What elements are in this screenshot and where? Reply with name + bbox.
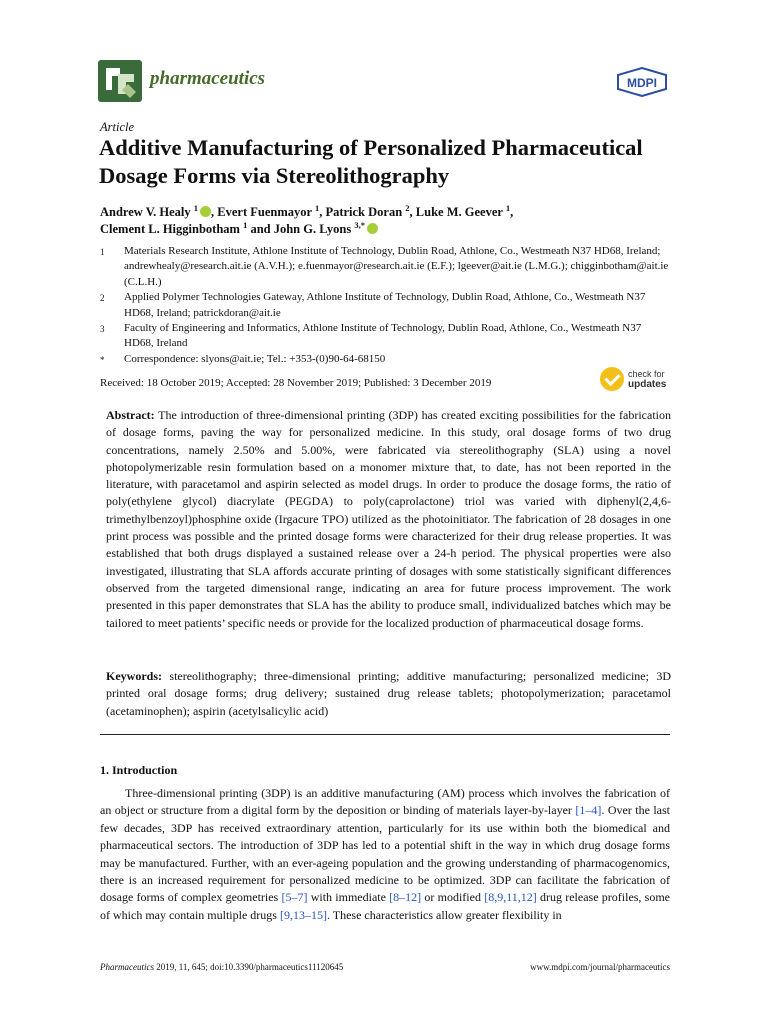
author-separator: and <box>247 222 274 236</box>
author-line-1 <box>100 204 680 221</box>
article-type: Article <box>100 120 135 134</box>
abstract-label: Abstract: <box>106 408 155 422</box>
abstract <box>106 407 671 632</box>
author-separator: , <box>409 205 416 219</box>
citation-link[interactable]: [5–7] <box>281 890 308 905</box>
mdpi-logo-icon <box>616 67 668 97</box>
affiliation-text: Faculty of Engineering and Informatics, Athlone Institute of Technology, Dublin Road, Athlone, Co., Westmeath N37 HD68, Ireland <box>124 322 642 350</box>
author-separator: , <box>211 205 218 219</box>
keywords <box>106 668 671 720</box>
author-name[interactable]: Evert Fuenmayor <box>217 205 315 219</box>
intro-text: drug release profiles, some of which may contain multiple drugs <box>100 890 671 922</box>
citation-link[interactable]: [9,13–15] <box>279 907 327 922</box>
intro-text: or modified <box>421 890 485 905</box>
journal-logo-icon <box>98 60 142 102</box>
check-updates-label <box>628 369 666 390</box>
journal-name: pharmaceutics <box>150 68 266 89</box>
section-divider <box>100 734 670 735</box>
author-list <box>100 204 680 238</box>
affiliation-text: Materials Research Institute, Athlone Institute of Technology, Dublin Road, Athlone, Co., Westmeath N37 HD68, Ireland; andrewhealy@research.ait.ie (A.V.H.); e.fuenmayor@research.ait.ie (E.F.); lgeever@ait.ie (L.M.G.); chigginbotham@ait.ie (C.L.H.) <box>124 245 669 288</box>
introduction-body <box>100 785 670 924</box>
check-updates-line1: check for <box>628 369 665 379</box>
affiliation-text: Applied Polymer Technologies Gateway, Athlone Institute of Technology, Dublin Road, Athlone, Co., Westmeath N37 HD68, Ireland; patrickdoran@ait.ie <box>124 291 646 319</box>
intro-text: Three-dimensional printing (3DP) is an additive manufacturing (AM) process which involves the fabrication of an object or structure from a digital form by the deposition or binding of materials layer-by-layer <box>100 786 670 818</box>
publication-dates: Received: 18 October 2019; Accepted: 28 November 2019; Published: 3 December 2019 <box>100 377 492 389</box>
affiliation-number: 2 <box>100 293 105 304</box>
author-affiliation-marker: 1 <box>243 219 248 230</box>
affiliation-number: 1 <box>100 247 105 257</box>
author-affiliation-marker: 2 <box>405 202 410 213</box>
footer-url[interactable]: www.mdpi.com/journal/pharmaceutics <box>530 962 670 972</box>
keywords-text: stereolithography; three-dimensional printing; additive manufacturing; personalized medicine; 3D printed oral dosage forms; drug delivery; sustained drug release tablets; photopolymerization; paracetamol (acetaminophen); aspirin (acetylsalicylic acid) <box>106 669 672 718</box>
author-name[interactable]: Andrew V. Healy <box>100 205 194 219</box>
article-title: Additive Manufacturing of Personalized Pharmaceutical Dosage Forms via Stereolithography <box>99 135 643 188</box>
author-line-2 <box>100 221 680 238</box>
footer-journal: Pharmaceutics <box>100 962 154 972</box>
author-name[interactable]: Clement L. Higginbotham <box>100 222 244 236</box>
author-separator: , <box>510 205 514 219</box>
introduction-paragraph <box>100 785 670 924</box>
intro-text: with immediate <box>307 890 390 905</box>
citation-link[interactable]: [8–12] <box>389 890 422 905</box>
author-name[interactable]: John G. Lyons <box>273 222 355 236</box>
affiliation-text: Correspondence: slyons@ait.ie; Tel.: +353-(0)90-64-68150 <box>124 352 386 365</box>
intro-text: . These characteristics allow greater flexibility in <box>326 907 562 922</box>
affiliation-list <box>100 244 670 368</box>
footer-doi: 2019, 11, 645; doi:10.3390/pharmaceutics11120645 <box>154 962 344 972</box>
intro-text: . Over the last few decades, 3DP has received extraordinary attention, particularly for its use within both the biomedical and pharmaceutical sectors. The introduction of 3DP has led to a potential shift in the way in which drug dosage forms may be manufactured. Further, with an ever-ageing population and the growing understanding of pharmacogenomics, there is an increased requirement for personalized medicine to be optimized. 3DP can facilitate the fabrication of dosage forms of complex geometries <box>100 803 671 905</box>
check-for-updates-badge[interactable] <box>600 366 672 394</box>
citation-link[interactable]: [8,9,11,12] <box>484 890 537 905</box>
author-affiliation-marker: 1 <box>314 202 320 213</box>
affiliation-item <box>100 244 670 290</box>
keywords-label: Keywords: <box>106 669 162 683</box>
author-name[interactable]: Luke M. Geever <box>415 205 506 219</box>
citation-link[interactable]: [1–4] <box>575 803 602 818</box>
author-affiliation-marker: 1 <box>193 202 199 213</box>
abstract-text: The introduction of three-dimensional printing (3DP) has created exciting possibilities for the fabrication of dosage forms, paving the way for personalized medicine. In this study, oral dosage forms of two drug concentrations, namely 2.50% and 5.00%, were fabricated via stereolithography (SLA) using a novel photopolymerizable resin formulation based on a monomer mixture that, to date, has not been reported in the literature, with paracetamol and aspirin selected as model drugs. In order to produce the dosage forms, the ratio of poly(ethylene glycol) diacrylate (PEGDA) to poly(caprolactone) triol was varied with diphenyl(2,4,6-trimethylbenzoyl)phosphine oxide (Irgacure TPO) utilized as the photoinitiator. The fabrication of 28 dosages in one print process was possible and the printed dosage forms were characterized for their drug release properties. It was established that both drugs displayed a sustained release over a 24-h period. The physical properties were also investigated, illustrating that SLA affords accurate printing of dosages with some statistically significant differences observed from the targeted dimensional range, indicating an area for future process improvement. The work presented in this paper demonstrates that SLA has the ability to produce small, individualized batches which may be tailored to meet patients’ specific needs or provide for the localized production of pharmaceutical dosage forms. <box>106 408 671 630</box>
author-affiliation-marker: 1 <box>505 202 511 213</box>
author-separator: , <box>319 205 326 219</box>
check-updates-line2: updates <box>628 379 667 390</box>
affiliation-item <box>100 290 670 321</box>
checkmark-icon <box>600 367 624 391</box>
footer-citation <box>100 962 343 972</box>
orcid-icon[interactable] <box>367 223 378 234</box>
affiliation-item <box>100 352 670 368</box>
author-name[interactable]: Patrick Doran <box>325 205 406 219</box>
section-heading-introduction: 1. Introduction <box>100 763 178 777</box>
affiliation-item <box>100 321 670 352</box>
orcid-icon[interactable] <box>200 206 211 217</box>
affiliation-number: 3 <box>100 324 105 335</box>
affiliation-number: * <box>100 354 105 365</box>
author-affiliation-marker: 3,* <box>354 219 365 230</box>
mdpi-logo-text: MDPI <box>627 76 657 90</box>
